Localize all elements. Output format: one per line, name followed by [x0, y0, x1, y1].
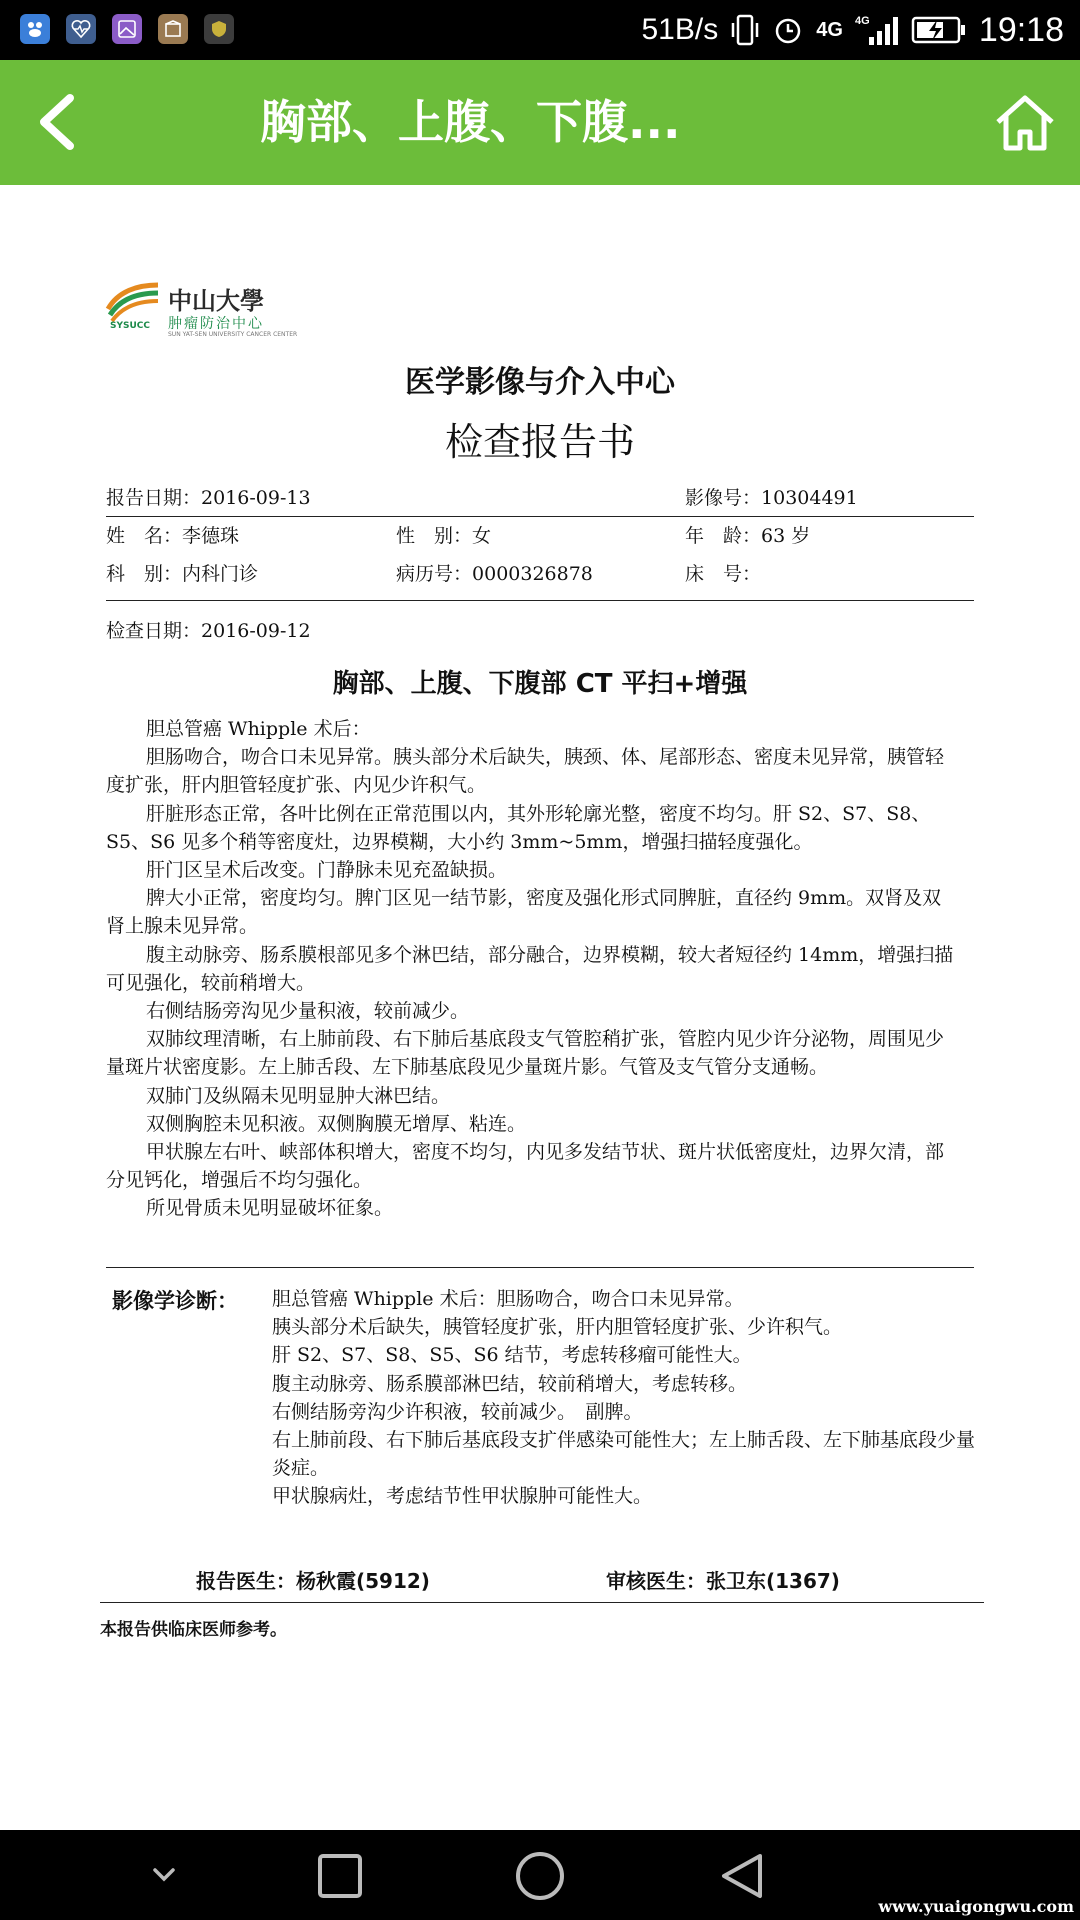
report-date: 报告日期：2016-09-13	[106, 487, 311, 509]
home-button[interactable]	[990, 90, 1060, 154]
baidu-app-icon	[20, 14, 50, 44]
finding-paragraph: 腹主动脉旁、肠系膜根部见多个淋巴结，部分融合，边界模糊，较大者短径约 14mm，增强扫描可见强化，较前稍增大。	[106, 943, 954, 994]
diagnosis-line: 甲状腺病灶，考虑结节性甲状腺肿可能性大。	[272, 1485, 653, 1508]
finding-paragraph: 所见骨质未见明显破坏征象。	[146, 1197, 394, 1220]
department-title: 医学影像与介入中心	[405, 365, 675, 400]
logo-subtitle: 肿瘤防治中心	[168, 316, 264, 332]
chevron-left-icon	[30, 90, 90, 154]
finding-paragraph: 胆肠吻合，吻合口未见异常。胰头部分术后缺失，胰颈、体、尾部形态、密度未见异常，胰管轻度扩张，肝内胆管轻度扩张、内见少许积气。	[106, 746, 945, 797]
gallery-app-icon	[112, 14, 142, 44]
page-title: 胸部、上腹、下腹...	[260, 95, 681, 149]
battery-charging-icon	[911, 15, 967, 45]
record-number: 病历号：0000326878	[396, 563, 593, 585]
finding-paragraph: 脾大小正常，密度均匀。脾门区见一结节影，密度及强化形式同脾脏，直径约 9mm。双肾及双肾上腺未见异常。	[106, 887, 942, 938]
back-button[interactable]	[30, 90, 90, 154]
app-bar	[0, 60, 1080, 185]
patient-gender: 性 别：女	[396, 525, 492, 547]
recent-apps-button[interactable]	[312, 1848, 368, 1904]
logo-tag: SYSUCC	[110, 321, 150, 331]
finding-paragraph: 右侧结肠旁沟见少量积液，较前减少。	[146, 1000, 470, 1023]
finding-paragraph: 胆总管癌 Whipple 术后：	[146, 718, 371, 740]
image-number: 影像号：10304491	[685, 487, 858, 509]
divider	[106, 1267, 974, 1268]
navigation-bar	[0, 1830, 1080, 1920]
report-document[interactable]	[0, 185, 1080, 1830]
svg-text:4G: 4G	[854, 15, 870, 27]
reporting-doctor: 报告医生：杨秋霞(5912)	[196, 1569, 430, 1593]
diagnosis-line: 胆总管癌 Whipple 术后：胆肠吻合，吻合口未见异常。	[272, 1288, 744, 1310]
divider	[100, 1602, 984, 1603]
package-app-icon	[158, 14, 188, 44]
reviewing-doctor: 审核医生：张卫东(1367)	[606, 1569, 840, 1593]
home-icon	[990, 90, 1060, 154]
findings	[106, 715, 956, 1223]
divider	[106, 600, 974, 601]
clock: 19:18	[978, 10, 1064, 49]
triangle-back-icon	[714, 1848, 770, 1904]
watermark: www.yuaigongwu.com	[878, 1897, 1074, 1916]
divider	[106, 516, 974, 517]
notification-icons	[20, 14, 234, 44]
hide-nav-button[interactable]	[136, 1848, 192, 1904]
signal-icon	[855, 13, 899, 47]
patient-name: 姓 名：李德珠	[106, 525, 240, 547]
report-title: 检查报告书	[444, 420, 635, 464]
status-bar	[0, 0, 1080, 60]
diagnosis-label: 影像学诊断：	[112, 1289, 238, 1313]
logo-english: SUN YAT-SEN UNIVERSITY CANCER CENTER	[168, 331, 298, 338]
logo-name: 中山大學	[168, 287, 264, 315]
diagnosis-line: 右侧结肠旁沟少许积液，较前减少。 副脾。	[272, 1400, 643, 1423]
diagnosis-line: 腹主动脉旁、肠系膜部淋巴结，较前稍增大，考虑转移。	[272, 1372, 748, 1395]
patient-age: 年 龄：63 岁	[685, 525, 811, 547]
finding-paragraph: 甲状腺左右叶、峡部体积增大，密度不均匀，内见多发结节状、斑片状低密度灶，边界欠清，部分见钙化，增强后不均匀强化。	[106, 1141, 945, 1192]
finding-paragraph: 双肺纹理清晰，右上肺前段、右下肺后基底段支气管腔稍扩张，管腔内见少许分泌物，周围见少量斑片状密度影。左上肺舌段、左下肺基底段见少量斑片影。气管及支气管分支通畅。	[106, 1028, 945, 1079]
finding-paragraph: 肝脏形态正常，各叶比例在正常范围以内，其外形轮廓光整，密度不均匀。肝 S2、S7、S8、S5、S6 见多个稍等密度灶，边界模糊，大小约 3mm~5mm，增强扫描轻度强化。	[106, 802, 931, 853]
home-nav-button[interactable]	[512, 1848, 568, 1904]
network-type: 4G	[816, 19, 843, 41]
finding-paragraph: 双侧胸腔未见积液。双侧胸膜无增厚、粘连。	[146, 1112, 527, 1135]
exam-title: 胸部、上腹、下腹部 CT 平扫+增强	[332, 669, 748, 699]
finding-paragraph: 肝门区呈术后改变。门静脉未见充盈缺损。	[146, 859, 508, 882]
diagnosis	[272, 1285, 982, 1511]
net-speed: 51B/s	[641, 13, 719, 46]
diagnosis-line: 右上肺前段、右下肺后基底段支扩伴感染可能性大；左上肺舌段、左下肺基底段少量炎症。	[272, 1429, 976, 1480]
hospital-logo	[104, 281, 298, 341]
department: 科 别：内科门诊	[106, 563, 259, 585]
circle-icon	[512, 1848, 568, 1904]
report-note: 本报告供临床医师参考。	[100, 1620, 287, 1640]
shield-app-icon	[204, 14, 234, 44]
finding-paragraph: 双肺门及纵隔未见明显肿大淋巴结。	[146, 1084, 451, 1107]
health-app-icon	[66, 14, 96, 44]
bed-number: 床 号：	[685, 563, 762, 585]
vibrate-icon	[730, 13, 760, 47]
back-nav-button[interactable]	[714, 1848, 770, 1904]
chevron-down-icon	[136, 1848, 192, 1904]
exam-date: 检查日期：2016-09-12	[106, 620, 311, 642]
square-icon	[312, 1848, 368, 1904]
diagnosis-line: 胰头部分术后缺失，胰管轻度扩张，肝内胆管轻度扩张、少许积气。	[272, 1316, 843, 1339]
alarm-icon	[772, 14, 804, 46]
diagnosis-line: 肝 S2、S7、S8、S5、S6 结节，考虑转移瘤可能性大。	[272, 1344, 752, 1367]
